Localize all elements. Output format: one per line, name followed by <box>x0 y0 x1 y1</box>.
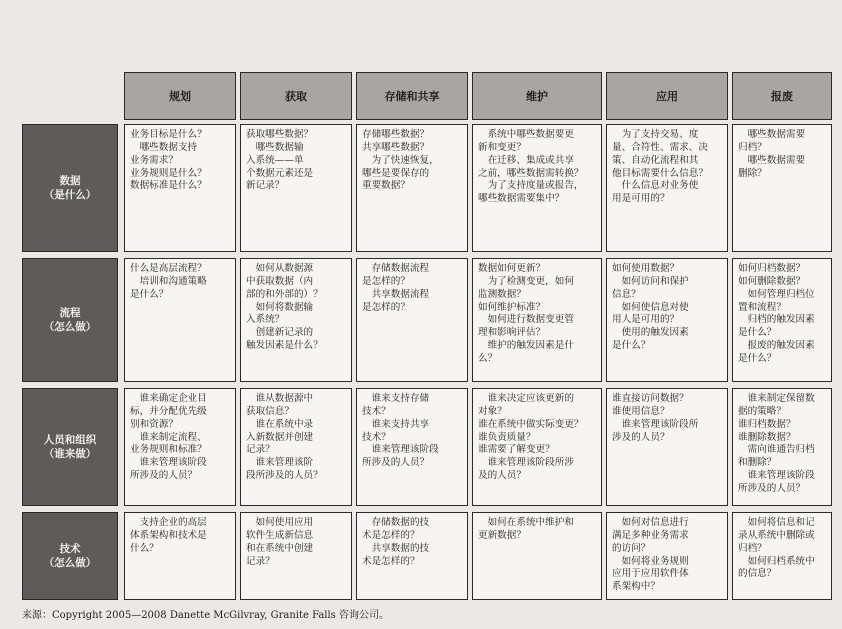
row-header <box>22 258 118 382</box>
row-header <box>22 388 118 506</box>
table-cell: 如何归档数据？ 如何删除数据？ 如何管理归档位 置和流程？ 归档的触发因素 是什么？ 报废的触发因素 是什么？ <box>732 258 832 382</box>
row-header <box>22 512 118 600</box>
table-cell: 谁来支持存储 技术？ 谁来支持共享 技术？ 谁来管理该阶段 所涉及的人员？ <box>356 388 468 506</box>
row-title: 流程 <box>59 306 81 319</box>
column-header: 报废 <box>732 72 832 120</box>
table-cell: 存储数据的技 术是怎样的？ 共享数据的技 术是怎样的？ <box>356 512 468 600</box>
table-cell: 如何从数据源 中获取数据（内 部的和外部的）？ 如何将数据输 入系统？ 创建新记录的 触发因素是什么？ <box>240 258 352 382</box>
table-cell: 谁从数据源中 获取信息？ 谁在系统中录 入新数据并创建 记录？ 谁来管理该阶 段所涉及的人员？ <box>240 388 352 506</box>
table-cell: 系统中哪些数据要更 新和变更？ 在迁移、集成或共享 之前，哪些数据需转换？ 为了支持度量或报告， 哪些数据需要集中？ <box>472 124 602 252</box>
column-header: 规划 <box>124 72 236 120</box>
row-title: 技术 <box>59 542 81 555</box>
table-cell: 存储哪些数据？ 共享哪些数据？ 为了快速恢复， 哪些是要保存的 重要数据？ <box>356 124 468 252</box>
column-header: 应用 <box>606 72 728 120</box>
column-header: 维护 <box>472 72 602 120</box>
row-title: 数据 <box>59 174 81 187</box>
row-subtitle: （怎么做） <box>43 321 97 333</box>
table-cell: 如何将信息和记 录从系统中删除或 归档？ 如何归档系统中 的信息？ <box>732 512 832 600</box>
row-subtitle: （谁来做） <box>43 448 97 460</box>
source-caption: 来源：Copyright 2005—2008 Danette McGilvray, Granite Falls 咨询公司。 <box>22 610 389 621</box>
table-cell: 业务目标是什么？ 哪些数据支持 业务需求？ 业务规则是什么？ 数据标准是什么？ <box>124 124 236 252</box>
table-cell: 存储数据流程 是怎样的？ 共享数据流程 是怎样的？ <box>356 258 468 382</box>
row-subtitle: （怎么做） <box>43 557 97 569</box>
row-title: 人员和组织 <box>43 433 97 446</box>
table-cell: 获取哪些数据？ 哪些数据输 入系统——单 个数据元素还是 新记录？ <box>240 124 352 252</box>
row-subtitle: （是什么） <box>43 189 97 201</box>
row-header <box>22 124 118 252</box>
table-cell: 谁直接访问数据？ 谁使用信息？ 谁来管理该阶段所 涉及的人员？ <box>606 388 728 506</box>
table-cell: 如何使用应用 软件生成新信息 和在系统中创建 记录？ <box>240 512 352 600</box>
table-cell: 谁来确定企业目 标，并分配优先级 别和资源？ 谁来制定流程、 业务规则和标准？ 谁来管理该阶段 所涉及的人员？ <box>124 388 236 506</box>
table-cell: 哪些数据需要 归档？ 哪些数据需要 删除？ <box>732 124 832 252</box>
table-cell: 什么是高层流程？ 培训和沟通策略 是什么？ <box>124 258 236 382</box>
table-cell: 为了支持交易、度 量、合符性、需求、决 策、自动化流程和其 他目标需要什么信息？ 什么信息对业务使 用是可用的？ <box>606 124 728 252</box>
column-header: 存储和共享 <box>356 72 468 120</box>
table-cell: 谁来制定保留数 据的策略？ 谁归档数据？ 谁删除数据？ 需向谁通告归档 和删除？ 谁来管理该阶段 所涉及的人员？ <box>732 388 832 506</box>
table-cell: 数据如何更新？ 为了检测变更，如何 监测数据？ 如何维护标准？ 如何进行数据变更管 理和影响评估？ 维护的触发因素是什 么？ <box>472 258 602 382</box>
table-cell: 如何对信息进行 满足多种业务需求 的访问？ 如何将业务规则 应用于应用软件体 系架构中？ <box>606 512 728 600</box>
table-cell: 谁来决定应该更新的 对象？ 谁在系统中做实际变更？ 谁负责质量？ 谁需要了解变更？ 谁来管理该阶段所涉 及的人员？ <box>472 388 602 506</box>
table-cell: 如何在系统中维护和 更新数据？ <box>472 512 602 600</box>
table-cell: 支持企业的高层 体系架构和技术是 什么？ <box>124 512 236 600</box>
column-header: 获取 <box>240 72 352 120</box>
table-cell: 如何使用数据？ 如何访问和保护 信息？ 如何使信息对使 用人是可用的？ 使用的触发因素 是什么？ <box>606 258 728 382</box>
